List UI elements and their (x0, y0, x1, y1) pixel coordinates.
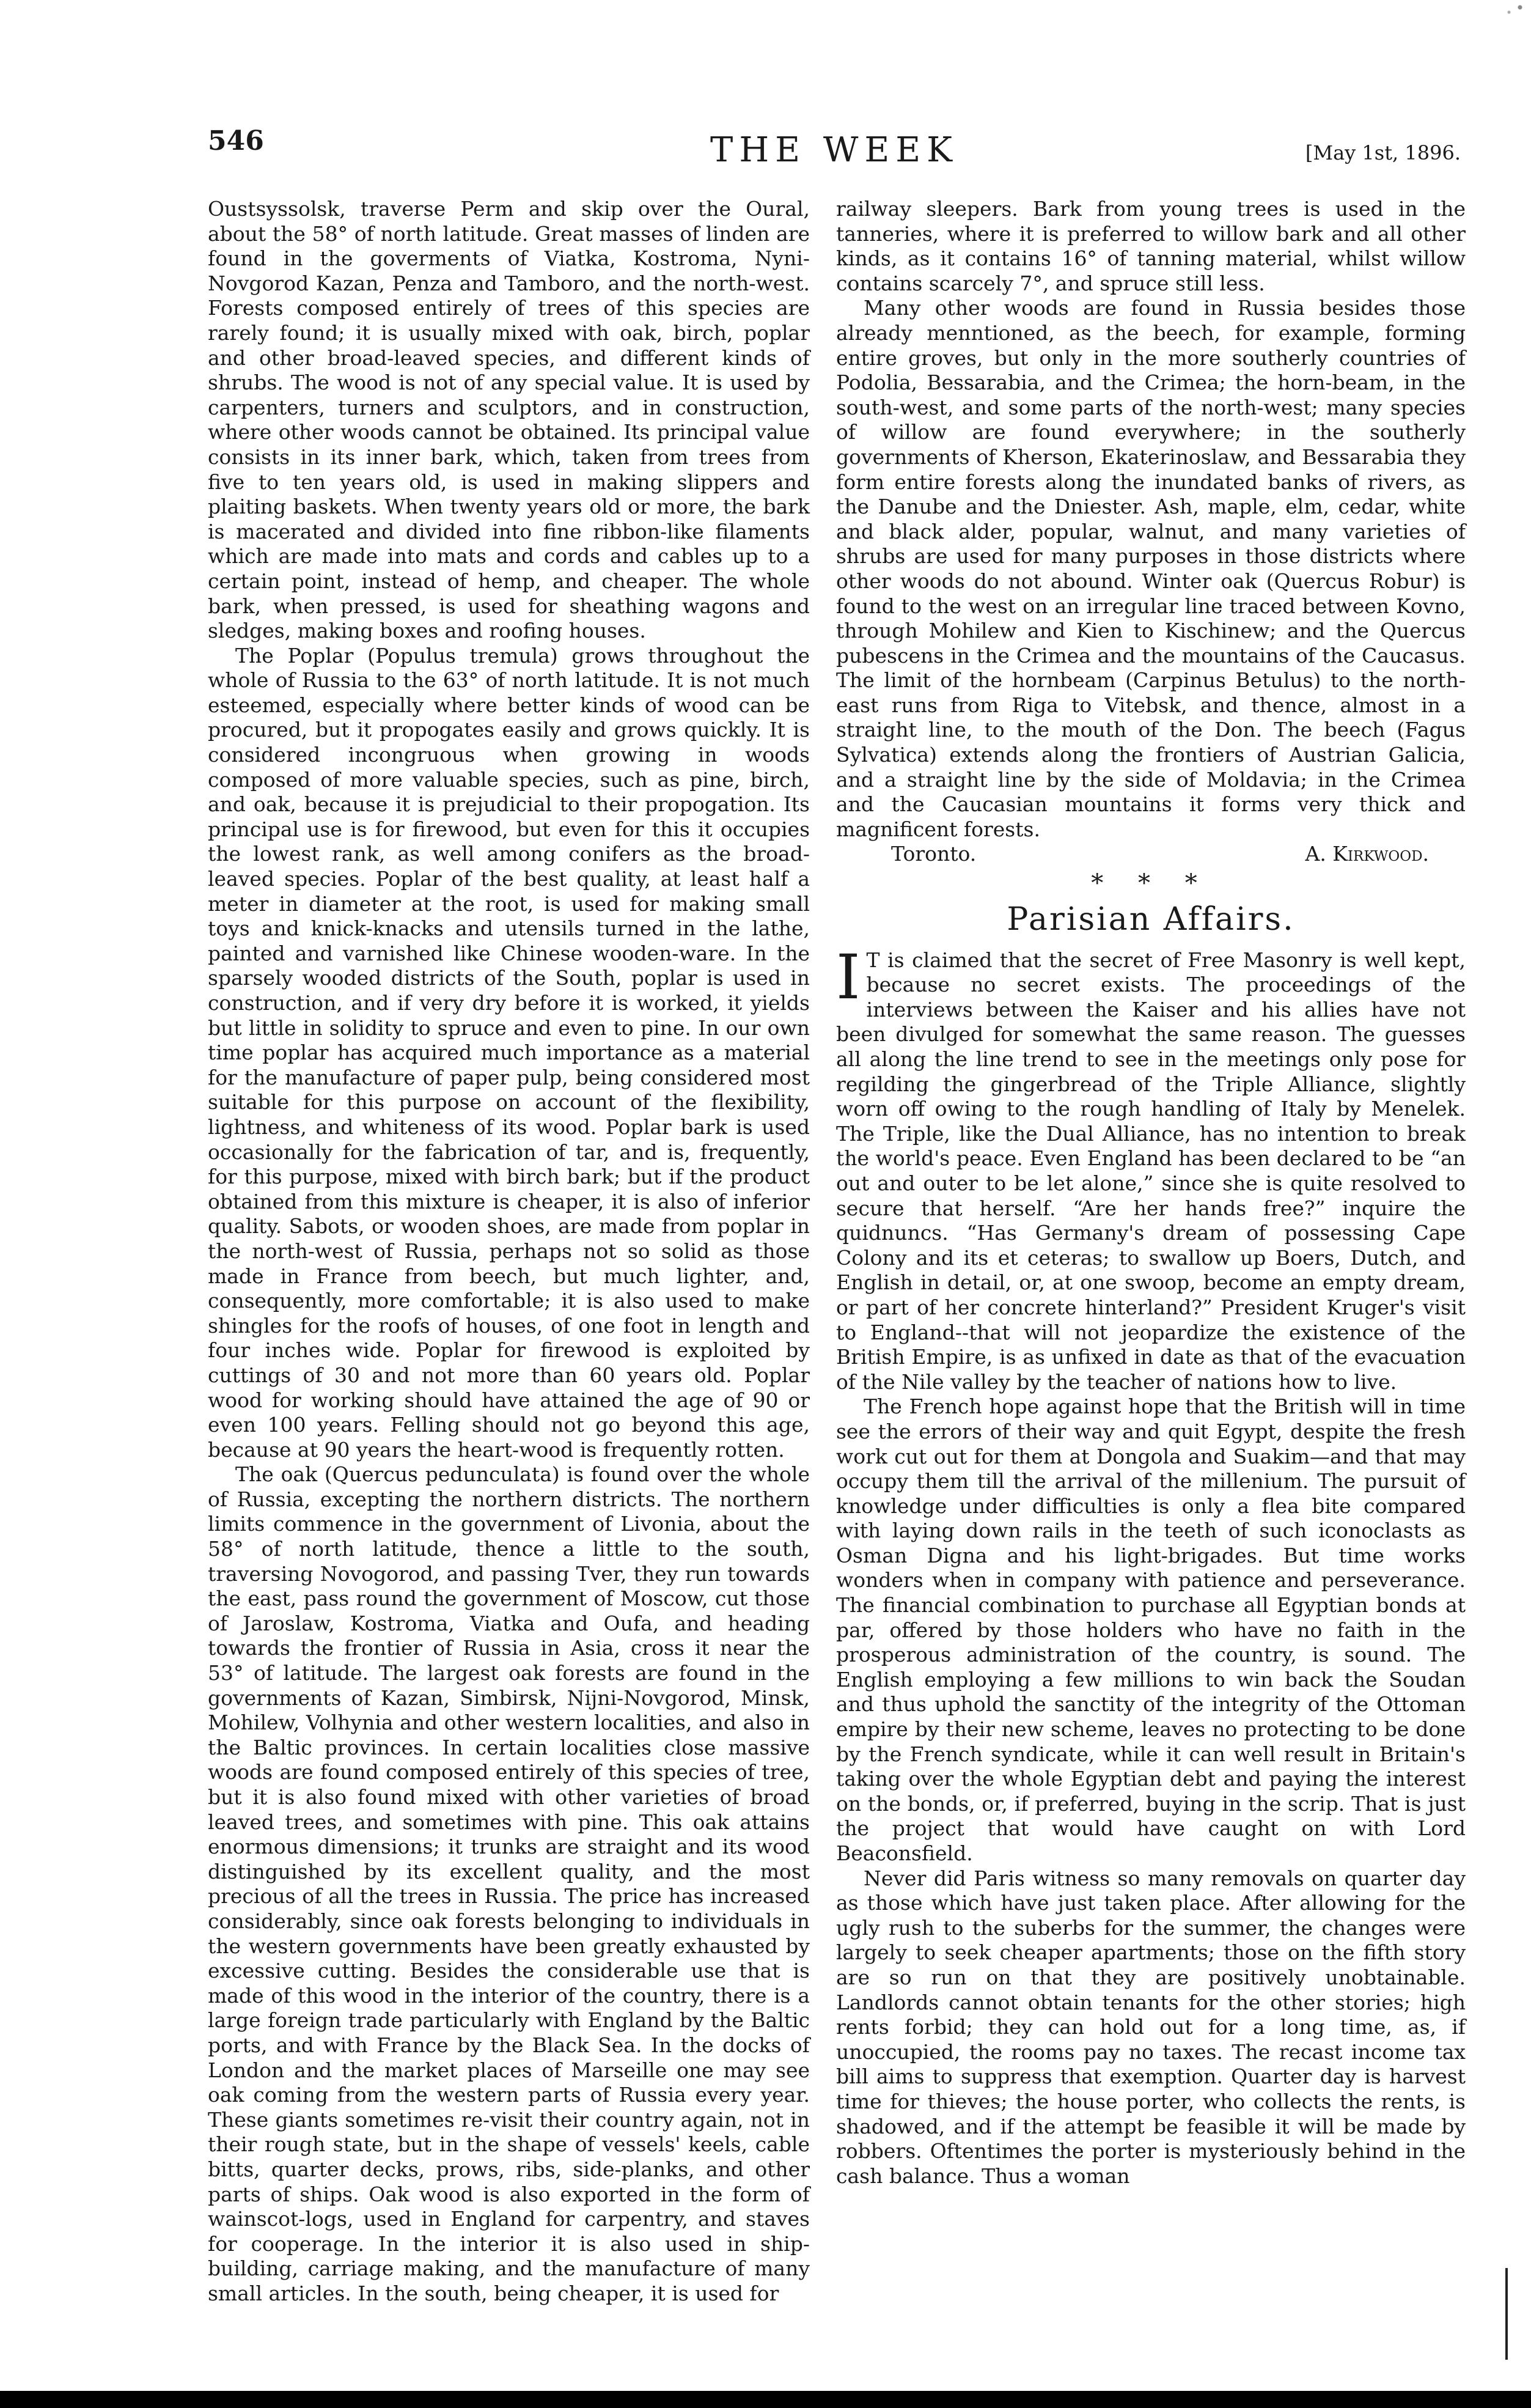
signoff-author: A. Kirkwood. (1305, 842, 1429, 866)
article-paragraph: Oustsyssolsk, traverse Perm and skip over the Oural, about the 58° of north latitude. Great masses of linden are found in the goverments of Viatka, Kostroma, Nyni-Novgorod Kazan, Penza and Tamboro, and the north-west. Forests composed entirely of trees of this species are rarely found; it is usually mixed with oak, birch, poplar and other broad-leaved species, and different kinds of shrubs. The wood is not of any special value. It is used by carpenters, turners and sculptors, and in construction, where other woods cannot be obtained. Its principal value consists in its inner bark, which, taken from trees from five to ten years old, is used in making slippers and plaiting baskets. When twenty years old or more, the bark is macerated and divided into fine ribbon-like filaments which are made into mats and cords and cables up to a certain point, instead of hemp, and cheaper. The whole bark, when pressed, is used for sheathing wagons and sledges, making boxes and roofing houses. (208, 197, 810, 643)
section-separator: * * * (1091, 869, 1211, 898)
journal-title: THE WEEK (710, 130, 959, 170)
article-signoff (836, 842, 1466, 866)
article-paragraph: railway sleepers. Bark from young trees is used in the tanneries, where it is preferred to willow bark and all other kinds, as it contains 16° of tanning material, whilst willow contains scarcely 7°, and spruce still less. (836, 197, 1466, 295)
issue-date: [May 1st, 1896. (1305, 141, 1461, 164)
section-first-paragraph (836, 941, 1466, 1395)
section-title: Parisian Affairs. (1007, 901, 1295, 938)
margin-pen-mark (1505, 2268, 1513, 2360)
article-paragraph: Never did Paris witness so many removals on quarter day as those which have just taken place. After allowing for the ugly rush to the suberbs for the summer, the changes were largely to seek cheaper apartments; those on the fifth story are so run on that they are positively unobtainable. Landlords cannot obtain tenants for the other stories; high rents forbid; they can hold out for a long time, as, if unoccupied, the rooms pay no taxes. The recast income tax bill aims to suppress that exemption. Quarter day is harvest time for thieves; the house porter, who collects the rents, is shadowed, and if the attempt be feasible it will be made by robbers. Oftentimes the porter is mysteriously behind in the cash balance. Thus a woman (836, 1866, 1466, 2188)
scan-bottom-edge (0, 2391, 1531, 2408)
right-column (836, 197, 1466, 2189)
page-number: 546 (208, 125, 264, 156)
article-paragraph: The French hope against hope that the British will in time see the errors of their way and quit Egypt, despite the fresh work cut out for them at Dongola and Suakim—and that may occupy them till the arrival of the millenium. The pursuit of knowledge under difficulties is only a flea bite compared with laying down rails in the teeth of such iconoclasts as Osman Digna and his light-brigades. But time works wonders when in company with patience and perseverance. The financial combination to purchase all Egyptian bonds at par, offered by those holders who have no faith in the prosperous administration of the country, is sound. The English employing a few millions to win back the Soudan and thus uphold the sanctity of the integrity of the Ottoman empire by their new scheme, leaves no protecting to be done by the French syndicate, while it can well result in Britain's taking over the whole Egyptian debt and paying the interest on the bonds, or, if preferred, buying in the scrip. That is just the project that would have caught on with Lord Beaconsfield. (836, 1394, 1466, 1865)
corner-speckle-mark (1476, 0, 1531, 24)
page-header (208, 125, 1461, 174)
drop-cap: I (836, 941, 861, 1013)
section-first-paragraph-text: T is claimed that the secret of Free Masonry is well kept, because no secret exists. The proceedings of the interviews between the Kaiser and his allies have not been divulged for somewhat the same reason. The guesses all along the line trend to see in the meetings only pose for regilding the gingerbread of the Triple Alliance, slightly worn off owing to the rough handling of Italy by Menelek. The Triple, like the Dual Alliance, has no intention to break the world's peace. Even England has been declared to be “an out and outer to be let alone,” since she is quite resolved to secure that herself. “Are her hands free?” inquire the quidnuncs. “Has Germany's dream of possessing Cape Colony and its et ceteras; to swallow up Boers, Dutch, and English in detail, or, at one swoop, become an empty dream, or part of her concrete hinterland?” President Kruger's visit to England--that will not jeopardize the existence of the British Empire, is as unfixed in date as that of the evacuation of the Nile valley by the teacher of nations how to live. (836, 948, 1466, 1394)
article-paragraph: The Poplar (Populus tremula) grows throughout the whole of Russia to the 63° of north latitude. It is not much esteemed, especially where better kinds of wood can be procured, but it propogates easily and grows quickly. It is considered incongruous when growing in woods composed of more valuable species, such as pine, birch, and oak, because it is prejudicial to their propogation. Its principal use is for firewood, but even for this it occupies the lowest rank, as well among conifers as the broad-leaved species. Poplar of the best quality, at least half a meter in diameter at the root, is used for making small toys and knick-knacks and utensils turned in the lathe, painted and varnished like Chinese wooden-ware. In the sparsely wooded districts of the South, poplar is used in construction, and if very dry before it is worked, it yields but little in solidity to spruce and even to pine. In our own time poplar has acquired much importance as a material for the manufacture of paper pulp, being considered most suitable for this purpose on account of the flexibility, lightness, and whiteness of its wood. Poplar bark is used occasionally for the fabrication of tar, and is, frequently, for this purpose, mixed with birch bark; but if the product obtained from this mixture is cheaper, it is also of inferior quality. Sabots, or wooden shoes, are made from poplar in the north-west of Russia, perhaps not so solid as those made in France from beech, but much lighter, and, consequently, more comfortable; it is also used to make shingles for the roofs of houses, of one foot in length and four inches wide. Poplar for firewood is exploited by cuttings of 30 and not more than 60 years old. Poplar wood for working should have attained the age of 90 or even 100 years. Felling should not go beyond this age, because at 90 years the heart-wood is frequently rotten. (208, 643, 810, 1462)
left-column (208, 197, 810, 2306)
article-paragraph: Many other woods are found in Russia besides those already menntioned, as the beech, for example, forming entire groves, but only in the more southerly countries of Podolia, Bessarabia, and the Crimea; the horn-beam, in the south-west, and some parts of the north-west; many species of willow are found everywhere; in the southerly governments of Kherson, Ekaterinoslaw, and Bessarabia they form entire forests along the inundated banks of rivers, as the Danube and the Dniester. Ash, maple, elm, cedar, white and black alder, popular, walnut, and many varieties of shrubs are used for many purposes in those districts where other woods do not abound. Winter oak (Quercus Robur) is found to the west on an irregular line traced between Kovno, through Mohilew and Kien to Kischinew; and the Quercus pubescens in the Crimea and the mountains of the Caucasus. The limit of the hornbeam (Carpinus Betulus) to the north-east runs from Riga to Vitebsk, and thence, almost in a straight line, to the mouth of the Don. The beech (Fagus Sylvatica) extends along the frontiers of Austrian Galicia, and a straight line by the side of Moldavia; in the Crimea and the Caucasian mountains it forms very thick and magnificent forests. (836, 296, 1466, 841)
signoff-location: Toronto. (891, 842, 977, 866)
article-paragraph: The oak (Quercus pedunculata) is found over the whole of Russia, excepting the northern districts. The northern limits commence in the government of Livonia, about the 58° of north latitude, thence a little to the south, traversing Novogorod, and passing Tver, they run towards the east, pass round the government of Moscow, cut those of Jaroslaw, Kostroma, Viatka and Oufa, and heading towards the frontier of Russia in Asia, cross it near the 53° of latitude. The largest oak forests are found in the governments of Kazan, Simbirsk, Nijni-Novgorod, Minsk, Mohilew, Volhynia and other western localities, and also in the Baltic provinces. In certain localities close massive woods are found composed entirely of this species of tree, but it is also found mixed with other varieties of broad leaved trees, and sometimes with pine. This oak attains enormous dimensions; it trunks are straight and its wood distinguished by its excellent quality, and the most precious of all the trees in Russia. The price has increased considerably, since oak forests belonging to individuals in the western governments have been greatly exhausted by excessive cutting. Besides the considerable use that is made of this wood in the interior of the country, there is a large foreign trade particularly with England by the Baltic ports, and with France by the Black Sea. In the docks of London and the market places of Marseille one may see oak coming from the western parts of Russia every year. These giants sometimes re-visit their country again, not in their rough state, but in the shape of vessels' keels, cable bitts, quarter decks, prows, ribs, side-planks, and other parts of ships. Oak wood is also exported in the form of wainscot-logs, used in England for carpentry, and staves for cooperage. In the interior it is also used in ship-building, carriage making, and the manufacture of many small articles. In the south, being cheaper, it is used for (208, 1462, 810, 2305)
